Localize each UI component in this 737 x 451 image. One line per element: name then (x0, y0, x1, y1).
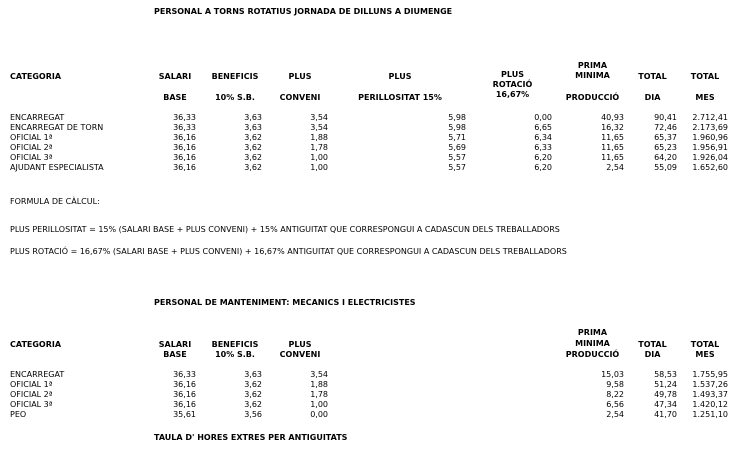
cell-prima-produccio: 11,65 (601, 133, 624, 142)
cell-salari-base: 36,33 (173, 123, 196, 132)
cell-categoria: AJUDANT ESPECIALISTA (10, 163, 104, 172)
cell-plus-conveni: 1,78 (310, 390, 328, 399)
cell-salari-base: 36,16 (173, 163, 196, 172)
cell-salari-base: 36,16 (173, 143, 196, 152)
cell-plus-conveni: 1,88 (310, 133, 328, 142)
section2-title: PERSONAL DE MANTENIMENT: MECANICS I ELECTRICISTES (154, 298, 416, 307)
cell-total-dia: 72,46 (654, 123, 677, 132)
header-salari-sub: BASE (163, 350, 187, 359)
cell-plus-perillositat: 5,71 (448, 133, 466, 142)
cell-total-mes: 1.420,12 (692, 400, 728, 409)
cell-total-mes: 1.960,96 (692, 133, 728, 142)
cell-plus-perillositat: 5,57 (448, 153, 466, 162)
cell-plus-perillositat: 5,98 (448, 113, 466, 122)
header-beneficis-sub: 10% S.B. (215, 93, 255, 102)
header-plus-rotacio: PLUS (501, 70, 524, 79)
header-salari: SALARI (158, 340, 192, 349)
cell-plus-conveni: 1,00 (310, 400, 328, 409)
cell-prima-produccio: 11,65 (601, 143, 624, 152)
cell-plus-perillositat: 5,69 (448, 143, 466, 152)
cell-prima-produccio: 2,54 (606, 163, 624, 172)
header-total-mes: TOTAL (690, 340, 720, 349)
cell-total-dia: 51,24 (654, 380, 677, 389)
cell-beneficis: 3,63 (244, 123, 262, 132)
cell-plus-conveni: 3,54 (310, 113, 328, 122)
header-plus-conveni-sub: CONVENI (279, 350, 321, 359)
cell-beneficis: 3,63 (244, 370, 262, 379)
cell-salari-base: 36,16 (173, 380, 196, 389)
cell-beneficis: 3,62 (244, 390, 262, 399)
cell-beneficis: 3,62 (244, 143, 262, 152)
cell-plus-rotacio: 6,34 (534, 133, 552, 142)
header-prima-minima: MINIMA (575, 339, 610, 348)
header-prima-produccio: PRODUCCIÓ (565, 350, 620, 359)
cell-categoria: OFICIAL 2ª (10, 390, 53, 399)
cell-total-dia: 47,34 (654, 400, 677, 409)
cell-total-dia: 58,53 (654, 370, 677, 379)
cell-plus-rotacio: 6,65 (534, 123, 552, 132)
cell-beneficis: 3,62 (244, 153, 262, 162)
header-beneficis-sub: 10% S.B. (215, 350, 255, 359)
header-prima-produccio: PRODUCCIÓ (565, 93, 620, 102)
cell-total-mes: 1.755,95 (692, 370, 728, 379)
header-total-mes-sub: MES (695, 350, 715, 359)
header-total-dia: TOTAL (638, 72, 667, 81)
header-prima: PRIMA (577, 61, 608, 70)
cell-plus-conveni: 0,00 (310, 410, 328, 419)
cell-total-mes: 2.712,41 (692, 113, 728, 122)
cell-prima-produccio: 40,93 (601, 113, 624, 122)
cell-prima-produccio: 6,56 (606, 400, 624, 409)
cell-salari-base: 35,61 (173, 410, 196, 419)
cell-total-mes: 2.173,69 (692, 123, 728, 132)
cell-plus-conveni: 1,00 (310, 163, 328, 172)
cell-plus-perillositat: 5,98 (448, 123, 466, 132)
cell-prima-produccio: 8,22 (606, 390, 624, 399)
footer-title: TAULA D' HORES EXTRES PER ANTIGUITATS (154, 433, 348, 442)
cell-categoria: OFICIAL 3ª (10, 400, 53, 409)
cell-plus-rotacio: 0,00 (534, 113, 552, 122)
cell-categoria: ENCARREGAT (10, 370, 65, 379)
cell-total-mes: 1.956,91 (692, 143, 728, 152)
cell-prima-produccio: 2,54 (606, 410, 624, 419)
cell-total-dia: 90,41 (654, 113, 677, 122)
cell-plus-conveni: 3,54 (310, 123, 328, 132)
cell-plus-perillositat: 5,57 (448, 163, 466, 172)
cell-total-mes: 1.251,10 (692, 410, 728, 419)
header-categoria: CATEGORIA (10, 72, 62, 81)
cell-salari-base: 36,16 (173, 153, 196, 162)
header-plus-conveni-sub: CONVENI (279, 93, 321, 102)
cell-plus-rotacio: 6,20 (534, 163, 552, 172)
header-total-dia-sub: DIA (644, 93, 661, 102)
cell-categoria: OFICIAL 1ª (10, 380, 53, 389)
header-plus-rotacio-sub: ROTACIÓ (492, 80, 533, 89)
cell-beneficis: 3,63 (244, 113, 262, 122)
header-categoria: CATEGORIA (10, 340, 62, 349)
header-plus-conveni: PLUS (288, 72, 312, 81)
cell-categoria: OFICIAL 1ª (10, 133, 53, 142)
cell-categoria: OFICIAL 2ª (10, 143, 53, 152)
formula-rotacio: PLUS ROTACIÓ = 16,67% (SALARI BASE + PLUS CONVENI) + 16,67% ANTIGUITAT QUE CORRESPONGUI A CADASCUN DELS TREBALLADORS (10, 247, 567, 256)
cell-salari-base: 36,16 (173, 390, 196, 399)
cell-categoria: ENCARREGAT DE TORN (10, 123, 104, 132)
cell-total-dia: 49,78 (654, 390, 677, 399)
cell-beneficis: 3,62 (244, 380, 262, 389)
header-salari-sub: BASE (163, 93, 187, 102)
cell-salari-base: 36,16 (173, 400, 196, 409)
formula-heading: FORMULA DE CÀLCUL: (10, 197, 100, 206)
cell-plus-conveni: 3,54 (310, 370, 328, 379)
formula-perillositat: PLUS PERILLOSITAT = 15% (SALARI BASE + PLUS CONVENI) + 15% ANTIGUITAT QUE CORRESPONGUI A CADASCUN DELS TREBALLADORS (10, 225, 560, 234)
cell-total-mes: 1.493,37 (692, 390, 728, 399)
cell-prima-produccio: 11,65 (601, 153, 624, 162)
header-prima: PRIMA (577, 328, 608, 337)
cell-beneficis: 3,62 (244, 400, 262, 409)
cell-plus-conveni: 1,00 (310, 153, 328, 162)
cell-plus-rotacio: 6,20 (534, 153, 552, 162)
cell-categoria: PEO (10, 410, 27, 419)
cell-categoria: ENCARREGAT (10, 113, 65, 122)
cell-beneficis: 3,56 (244, 410, 262, 419)
header-beneficis: BENEFICIS (211, 72, 259, 81)
header-total-mes-sub: MES (695, 93, 715, 102)
cell-categoria: OFICIAL 3ª (10, 153, 53, 162)
cell-prima-produccio: 16,32 (601, 123, 624, 132)
cell-total-dia: 55,09 (654, 163, 677, 172)
cell-total-mes: 1.926,04 (692, 153, 728, 162)
section1-title: PERSONAL A TORNS ROTATIUS JORNADA DE DILLUNS A DIUMENGE (154, 7, 453, 16)
cell-salari-base: 36,33 (173, 113, 196, 122)
header-beneficis: BENEFICIS (211, 340, 259, 349)
cell-prima-produccio: 9,58 (606, 380, 624, 389)
header-total-mes: TOTAL (690, 72, 720, 81)
cell-total-dia: 41,70 (654, 410, 677, 419)
cell-plus-conveni: 1,78 (310, 143, 328, 152)
header-plus-conveni: PLUS (288, 340, 312, 349)
header-total-dia: TOTAL (638, 340, 667, 349)
cell-prima-produccio: 15,03 (601, 370, 624, 379)
cell-salari-base: 36,16 (173, 133, 196, 142)
cell-plus-conveni: 1,88 (310, 380, 328, 389)
header-plus-rotacio-pct: 16,67% (495, 90, 530, 99)
cell-total-dia: 65,37 (654, 133, 677, 142)
header-plus-perillositat-sub: PERILLOSITAT 15% (358, 93, 442, 102)
cell-total-mes: 1.652,60 (692, 163, 728, 172)
cell-salari-base: 36,33 (173, 370, 196, 379)
cell-beneficis: 3,62 (244, 163, 262, 172)
cell-plus-rotacio: 6,33 (534, 143, 552, 152)
header-salari: SALARI (158, 72, 192, 81)
cell-total-mes: 1.537,26 (692, 380, 728, 389)
cell-beneficis: 3,62 (244, 133, 262, 142)
header-prima-minima: MINIMA (575, 71, 610, 80)
header-plus-perillositat: PLUS (388, 72, 412, 81)
cell-total-dia: 64,20 (654, 153, 677, 162)
cell-total-dia: 65,23 (654, 143, 677, 152)
header-total-dia-sub: DIA (644, 350, 661, 359)
